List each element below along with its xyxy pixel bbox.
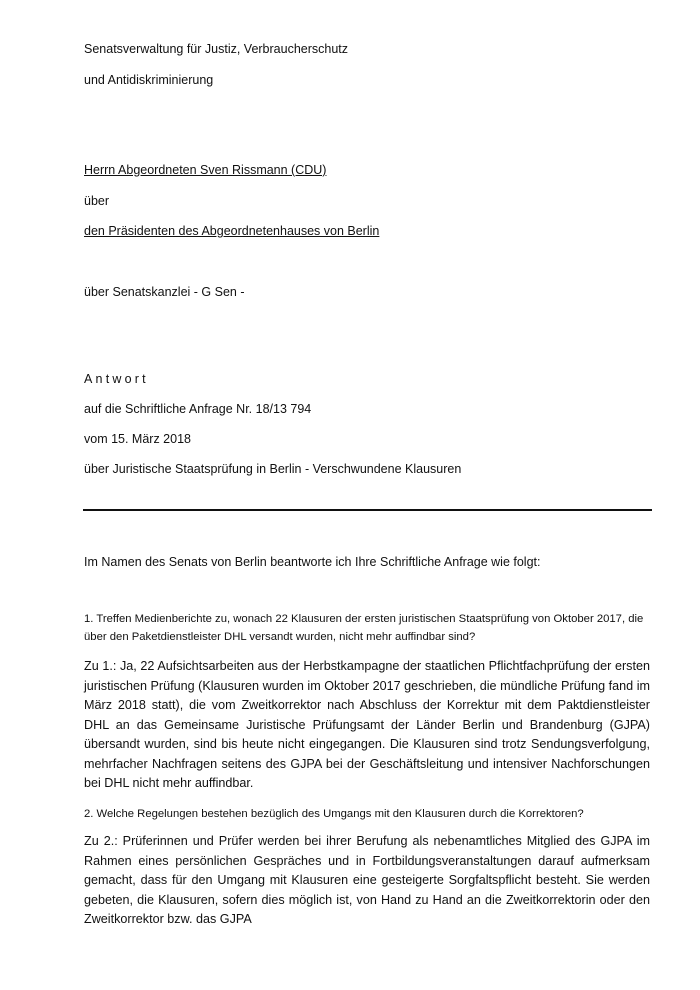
intro-text: Im Namen des Senats von Berlin beantworte ich Ihre Schriftliche Anfrage wie folgt: — [84, 555, 541, 569]
question-2: 2. Welche Regelungen bestehen bezüglich des Umgangs mit den Klausuren durch die Korrektoren? — [84, 808, 584, 820]
question-1: 1. Treffen Medienberichte zu, wonach 22 Klausuren der ersten juristischen Staatsprüfung von Oktober 2017, die über den Paketdienstleister DHL versandt wurden, nicht mehr auffindbar sind? — [84, 613, 644, 643]
chancellery-line: über Senatskanzlei - G Sen - — [84, 285, 245, 299]
answer-1: Zu 1.: Ja, 22 Aufsichtsarbeiten aus der Herbstkampagne der staatlichen Pflichtfachprüfung der ersten juristischen Prüfung (Klausuren wurden im Oktober 2017 geschrieben, die mündliche Prüfung fand im März 2018 statt), die vom Zweitkorrektor nach Abschluss der Korrektur mit dem Paktdienstleister DHL an das Gemeinsame Juristische Prüfungsamt der Länder Berlin und Brandenburg (GJPA) übersandt wurden, sind bis heute nicht eingegangen. Die Klausuren sind trotz Sendungsverfolgung, mehrfacher Nachfragen seitens des GJPA bei der Geschäftsleitung und intensiver Nachforschungen bei DHL nicht mehr auffindbar. — [84, 659, 650, 790]
recipient: Herrn Abgeordneten Sven Rissmann (CDU) — [84, 163, 327, 177]
answer-title: Antwort — [84, 372, 149, 386]
inquiry-subject: über Juristische Staatsprüfung in Berlin - Verschwundene Klausuren — [84, 462, 462, 476]
inquiry-date: vom 15. März 2018 — [84, 432, 191, 446]
sender-line-1: Senatsverwaltung für Justiz, Verbraucherschutz — [84, 42, 349, 56]
sender-line-2: und Antidiskriminierung — [84, 73, 214, 87]
separator-rule — [83, 509, 652, 511]
inquiry-number: auf die Schriftliche Anfrage Nr. 18/13 794 — [84, 402, 312, 416]
via-line: über — [84, 194, 110, 208]
answer-2: Zu 2.: Prüferinnen und Prüfer werden bei ihrer Berufung als nebenamtliches Mitglied des GJPA im Rahmen eines persönlichen Gespräches und in Fortbildungsveranstaltungen darauf aufmerksam gemacht, dass für den Umgang mit Klausuren eine gesteigerte Sorgfaltspflicht besteht. Sie werden gebeten, die Klausuren, sofern dies möglich ist, von Hand zu Hand an die Zweitkorrektorin oder den Zweitkorrektor bzw. das GJPA — [84, 834, 650, 926]
president-line: den Präsidenten des Abgeordnetenhauses von Berlin — [84, 224, 380, 238]
